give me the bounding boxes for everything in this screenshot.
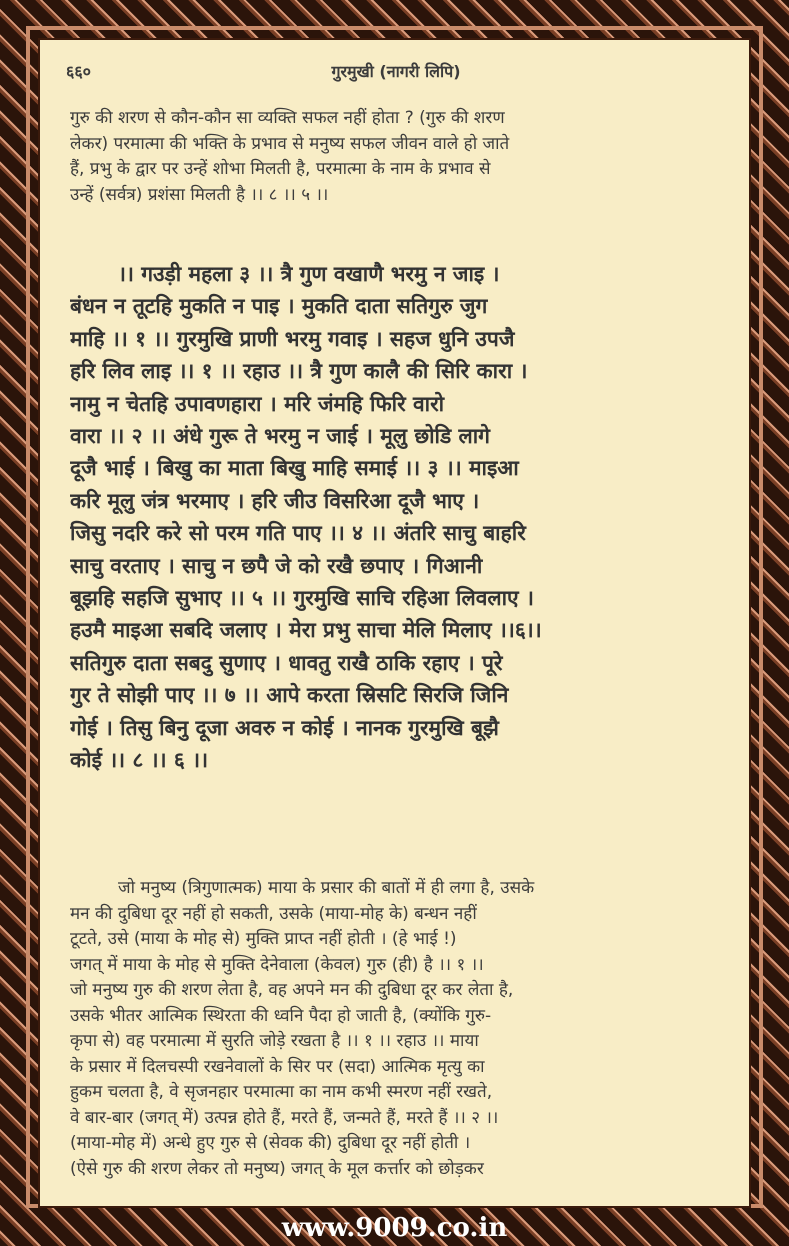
meaning-line: जो मनुष्य (त्रिगुणात्मक) माया के प्रसार की बातों में ही लगा है, उसके — [118, 878, 535, 898]
verse-line: ।। गउड़ी महला ३ ।। त्रै गुण वखाणै भरमु न जाइ । — [118, 262, 500, 286]
meaning-line: हुकम चलता है, वे सृजनहार परमात्मा का नाम कभी स्मरण नहीं रखते, — [70, 1082, 493, 1102]
meaning-line: (माया-मोह में) अन्धे हुए गुरु से (सेवक की) दुबिधा दूर नहीं होती । — [70, 1133, 471, 1153]
verse-line: साचु वरताए । साचु न छपै जे को रखै छपाए । गिआनी — [70, 553, 483, 578]
meaning-line: उसके भीतर आत्मिक स्थिरता की ध्वनि पैदा हो जाती है, (क्योंकि गुरु- — [70, 1005, 492, 1026]
verse-line: बंधन न तूटहि मुकति न पाइ । मुकति दाता सतिगुरु जुग — [70, 294, 488, 319]
intro-line: गुरु की शरण से कौन-कौन सा व्यक्ति सफल नहीं होता ? (गुरु की शरण — [70, 108, 505, 128]
verse-block — [70, 258, 722, 777]
page-title: गुरमुखी (नागरी लिपि) — [331, 62, 461, 81]
verse-line: गोई । तिसु बिनु दूजा अवरु न कोई । नानक गुरमुखि बूझै — [70, 715, 499, 740]
meaning-line: टूटते, उसे (माया के मोह से) मुक्ति प्राप्त नहीं होती । (हे भाई !) — [70, 929, 457, 949]
verse-line: नामु न चेतहि उपावणहारा । मरि जंमहि फिरि वारो — [70, 391, 445, 416]
verse-line: सतिगुरु दाता सबदु सुणाए । धावतु राखै ठाकि रहाए । पूरे — [70, 650, 503, 675]
footer-site-link[interactable]: www.9009.co.in — [281, 1213, 508, 1243]
page-header — [66, 60, 726, 84]
meaning-line: जगत् में माया के मोह से मुक्ति देनेवाला (केवल) गुरु (ही) है ।। १ ।। — [70, 954, 484, 975]
meaning-line: जो मनुष्य गुरु की शरण लेता है, वह अपने मन की दुबिधा दूर कर लेता है, — [70, 980, 514, 1000]
verse-line: करि मूलु जंत्र भरमाए । हरि जीउ विसरिआ दूजै भाए । — [70, 488, 480, 513]
intro-paragraph — [70, 106, 722, 208]
page — [38, 38, 751, 1208]
verse-line: वारा ।। २ ।। अंधे गुरू ते भरमु न जाई । मूलु छोडि लागे — [70, 424, 490, 449]
intro-line: उन्हें (सर्वत्र) प्रशंसा मिलती है ।। ८ ।। ५ ।। — [70, 184, 329, 205]
intro-line: हैं, प्रभु के द्वार पर उन्हें शोभा मिलती है, परमात्मा के नाम के प्रभाव से — [70, 159, 491, 179]
meaning-line: मन की दुबिधा दूर नहीं हो सकती, उसके (माया-मोह के) बन्धन नहीं — [70, 903, 477, 924]
intro-line: लेकर) परमात्मा की भक्ति के प्रभाव से मनुष्य सफल जीवन वाले हो जाते — [70, 133, 510, 154]
verse-line: दूजै भाई । बिखु का माता बिखु माहि समाई ।। ३ ।। माइआ — [70, 456, 519, 481]
verse-line: बूझहि सहजि सुभाए ।। ५ ।। गुरमुखि साचि रहिआ लिवलाए । — [70, 586, 534, 611]
verse-line: माहि ।। १ ।। गुरमुखि प्राणी भरमु गवाइ । सहज धुनि उपजै — [70, 326, 515, 351]
meaning-paragraph — [70, 876, 722, 1182]
verse-line: हउमै माइआ सबदि जलाए । मेरा प्रभु साचा मेलि मिलाए ।।६।। — [70, 618, 542, 643]
meaning-line: कृपा से) वह परमात्मा में सुरति जोड़े रखता है ।। १ ।। रहाउ ।। माया — [70, 1031, 479, 1051]
verse-line: कोई ।। ८ ।। ६ ।। — [70, 748, 209, 773]
verse-line: गुर ते सोझी पाए ।। ७ ।। आपे करता स्रिसटि सिरजि जिनि — [70, 683, 509, 708]
meaning-line: के प्रसार में दिलचस्पी रखनेवालों के सिर पर (सदा) आत्मिक मृत्यु का — [70, 1056, 485, 1077]
verse-line: जिसु नदरि करे सो परम गति पाए ।। ४ ।। अंतरि साचु बाहरि — [70, 521, 526, 546]
page-number: ६६० — [66, 62, 91, 81]
meaning-line: (ऐसे गुरु की शरण लेकर तो मनुष्य) जगत् के मूल कर्त्तार को छोड़कर — [70, 1158, 484, 1179]
meaning-line: वे बार-बार (जगत् में) उत्पन्न होते हैं, मरते हैं, जन्मते हैं, मरते हैं ।। २ ।। — [70, 1107, 499, 1128]
verse-line: हरि लिव लाइ ।। १ ।। रहाउ ।। त्रै गुण कालै की सिरि कारा । — [70, 359, 528, 384]
